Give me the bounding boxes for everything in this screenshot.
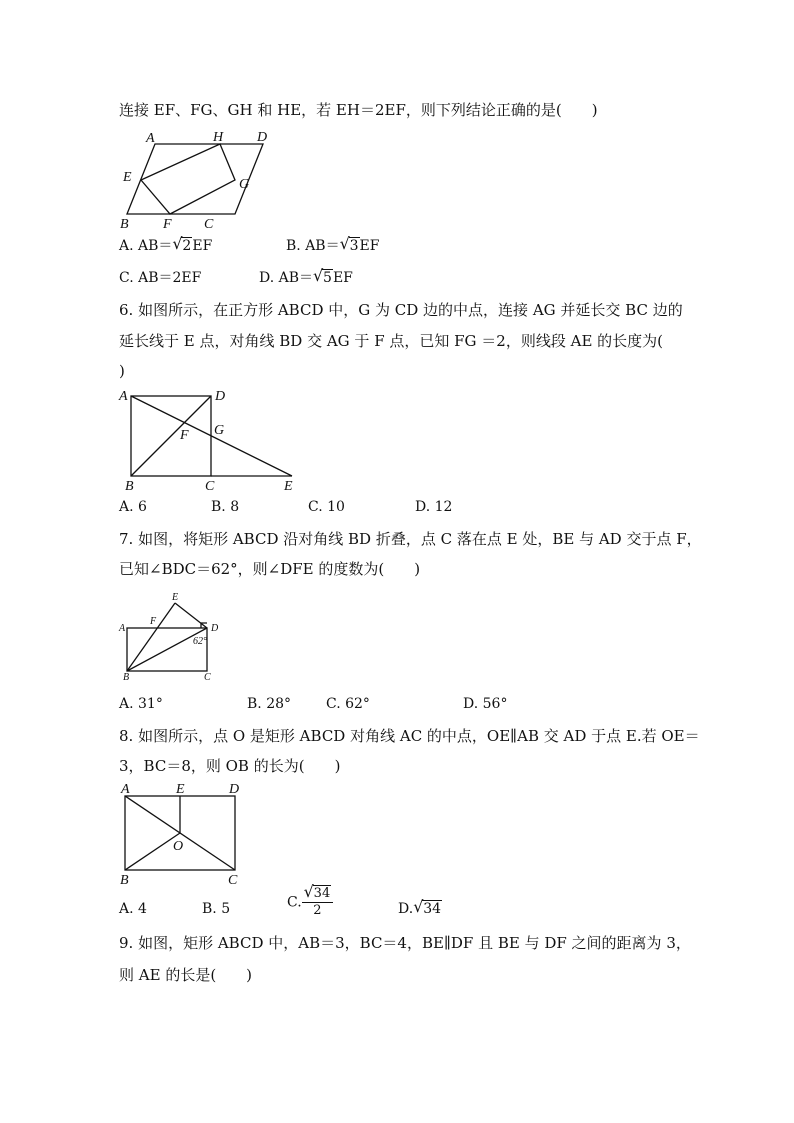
- q8-stem-line-2: 3，BC＝8，则 OB 的长为( ): [119, 757, 341, 775]
- label-b: B: [123, 672, 130, 681]
- label-e: E: [176, 782, 185, 797]
- label-a: A: [119, 389, 128, 404]
- q5-parallelogram-figure: [118, 126, 278, 231]
- label-d: D: [215, 389, 226, 404]
- label-o: O: [173, 839, 184, 854]
- angle-62-label: 62°: [193, 636, 207, 647]
- label-b: B: [120, 217, 129, 231]
- label-e: E: [284, 479, 293, 492]
- q8-option-b: B. 5: [202, 901, 231, 917]
- label-f: F: [180, 428, 189, 443]
- label-a: A: [121, 782, 130, 797]
- q5-option-a: A. AB＝ √ 2EF: [119, 234, 213, 254]
- label-f: F: [163, 217, 172, 231]
- q6-option-d: D. 12: [415, 499, 453, 515]
- q6-stem-line-1: 6. 如图所示，在正方形 ABCD 中，G 为 CD 边的中点，连接 AG 并延长交 BC 边的: [119, 301, 683, 319]
- q7-option-d: D. 56°: [463, 696, 508, 712]
- label-d: D: [229, 782, 240, 797]
- label-c: C: [204, 217, 214, 231]
- q7-option-a: A. 31°: [119, 696, 163, 712]
- q6-stem-line-2: 延长线于 E 点，对角线 BD 交 AG 于 F 点，已知 FG ＝2，则线段 AE 的长度为(: [119, 332, 664, 350]
- q8-option-a: A. 4: [119, 901, 147, 917]
- q9-stem-line-1: 9. 如图，矩形 ABCD 中，AB＝3，BC＝4，BE∥DF 且 BE 与 DF 之间的距离为 3，: [119, 934, 691, 952]
- label-g: G: [239, 177, 250, 192]
- diagonal-bd: [127, 628, 207, 671]
- q7-stem-line-1: 7. 如图，将矩形 ABCD 沿对角线 BD 折叠，点 C 落在点 E 处，BE 与 AD 交于点 F，: [119, 530, 702, 548]
- q6-option-c: C. 10: [308, 499, 345, 515]
- label-g: G: [214, 423, 225, 438]
- q5-option-d: D. AB＝ √ 5EF: [259, 266, 353, 286]
- q6-square-figure: [118, 387, 308, 492]
- q8-option-c: C. √ 34 2: [287, 886, 333, 919]
- label-c: C: [205, 479, 215, 492]
- q5-stem: 连接 EF、FG、GH 和 HE，若 EH＝2EF，则下列结论正确的是( ): [119, 101, 598, 119]
- segment-be: [127, 603, 175, 671]
- q6-stem-line-3: ): [119, 362, 125, 380]
- q7-option-b: B. 28°: [247, 696, 292, 712]
- q8-rectangle-figure: [116, 780, 256, 885]
- label-a: A: [146, 131, 155, 146]
- q6-option-a: A. 6: [119, 499, 147, 515]
- segment-ed: [175, 603, 207, 628]
- q7-folded-rectangle-figure: [118, 591, 228, 681]
- label-b: B: [120, 873, 129, 885]
- q5-option-c: C. AB＝2EF: [119, 270, 202, 286]
- label-h: H: [213, 130, 224, 145]
- label-b: B: [125, 479, 134, 492]
- q5-option-b: B. AB＝ √ 3EF: [286, 234, 380, 254]
- label-c: C: [228, 873, 238, 885]
- inner-quadrilateral-ehgf: [141, 144, 235, 214]
- segment-bo: [125, 833, 180, 870]
- label-d: D: [211, 623, 219, 634]
- label-e: E: [172, 592, 179, 603]
- label-f: F: [150, 616, 157, 627]
- q7-option-c: C. 62°: [326, 696, 370, 712]
- label-c: C: [204, 672, 211, 681]
- label-d: D: [257, 130, 268, 145]
- q8-option-d: D. √ 34: [398, 897, 442, 917]
- diagonal-bd: [131, 396, 211, 476]
- q6-option-b: B. 8: [211, 499, 240, 515]
- q9-stem-line-2: 则 AE 的长是( ): [119, 966, 253, 984]
- q7-stem-line-2: 已知∠BDC＝62°，则∠DFE 的度数为( ): [119, 560, 421, 578]
- q8-stem-line-1: 8. 如图所示，点 O 是矩形 ABCD 对角线 AC 的中点，OE∥AB 交 AD 于点 E.若 OE＝: [119, 727, 700, 745]
- label-e: E: [123, 170, 132, 185]
- label-a: A: [119, 623, 126, 634]
